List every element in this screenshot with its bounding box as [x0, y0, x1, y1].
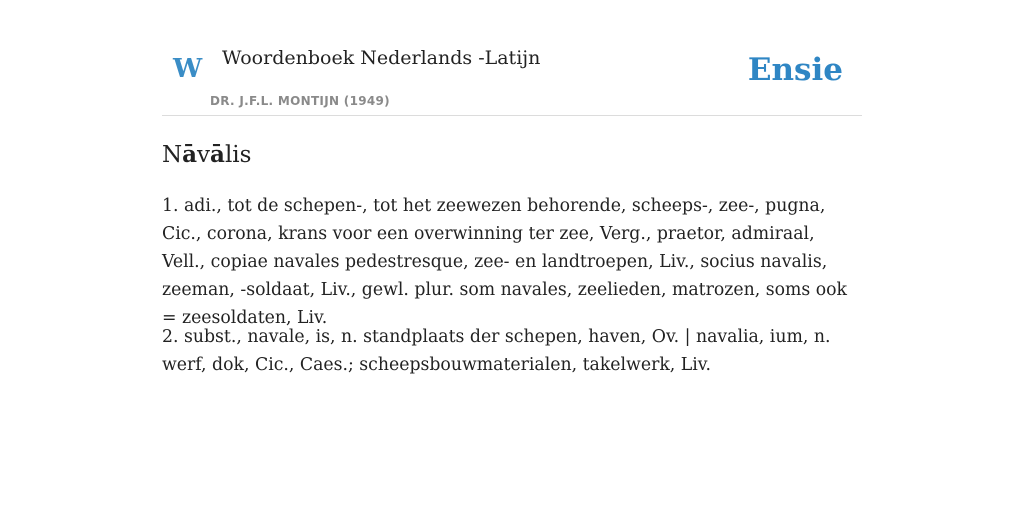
headword-part: N: [162, 142, 183, 168]
headword-part: ā: [182, 141, 198, 168]
entry-headword: [162, 140, 251, 170]
entry-sense-1: 1. adi., tot de schepen-, tot het zeewezen behorende, scheeps-, zee-, pugna, Cic., corona, krans voor een overwinning ter zee, Verg., praetor, admiraal, Vell., copiae navales pedestresque, zee- en landtroepen, Liv., socius navalis, zeeman, -soldaat, Liv., gewl. plur. som navales, zeelieden, matrozen, soms ook = zeesoldaten, Liv.: [162, 196, 848, 328]
ensie-brand-link[interactable]: Ensie: [747, 52, 843, 88]
entry-sense-2: 2. subst., navale, is, n. standplaats der schepen, haven, Ov. | navalia, ium, n. werf, dok, Cic., Caes.; scheepsbouwmaterialen, takelwerk, Liv.: [162, 327, 831, 375]
dictionary-logo-icon: W: [173, 54, 203, 84]
dictionary-title[interactable]: Woordenboek Nederlands -Latijn: [222, 47, 541, 69]
headword-part: lis: [224, 142, 252, 168]
dictionary-author: DR. J.F.L. MONTIJN (1949): [210, 94, 390, 108]
dictionary-entry-card: [162, 0, 862, 375]
entry-header: [162, 0, 862, 116]
headword-part: v: [197, 142, 211, 168]
headword-part: ā: [210, 141, 225, 168]
